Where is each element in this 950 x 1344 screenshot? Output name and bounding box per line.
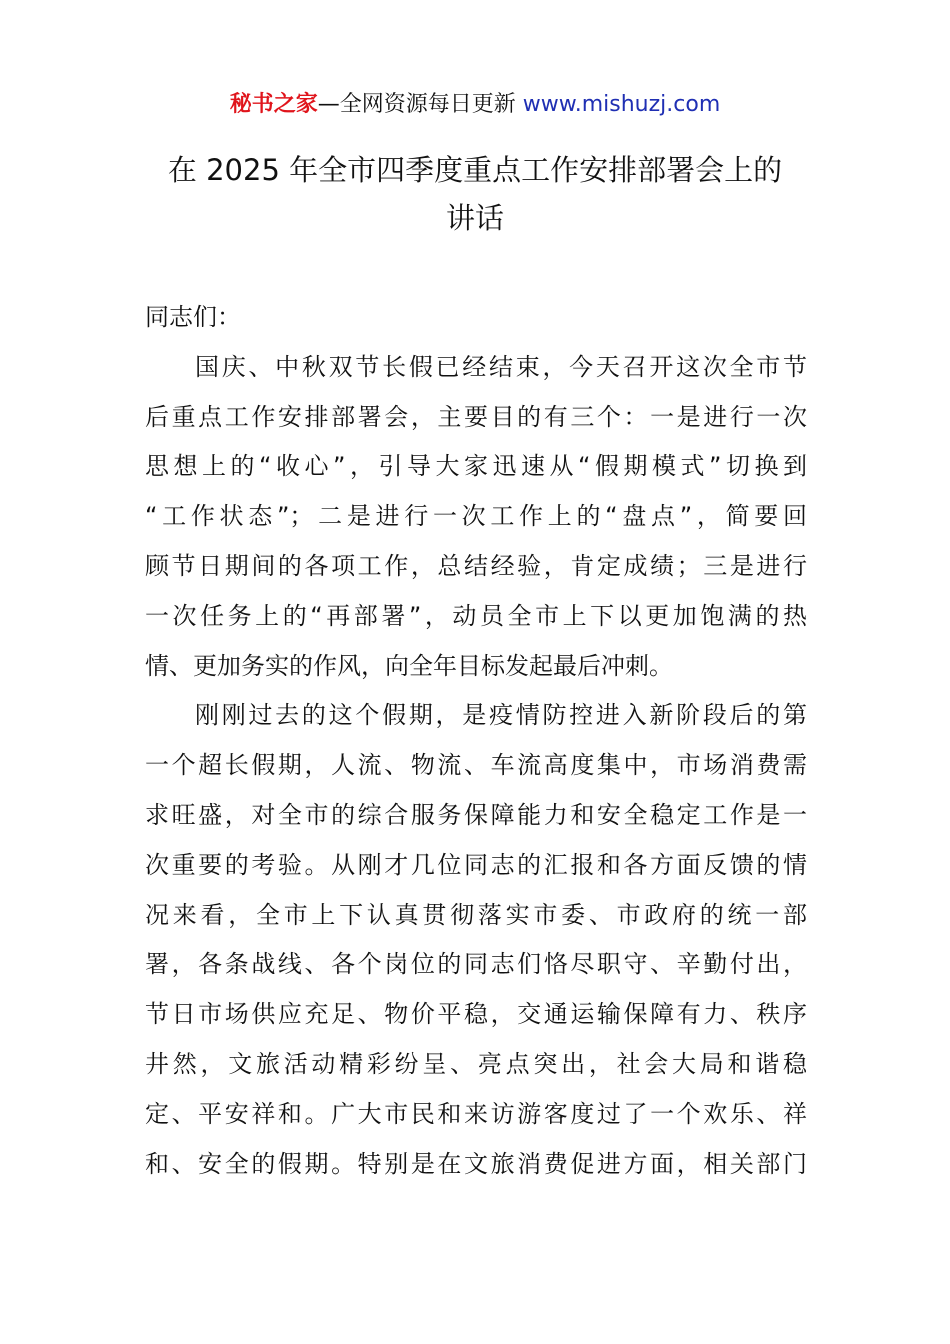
text-line: 一个超长假期，人流、物流、车流高度集中，市场消费需 — [145, 751, 807, 780]
text-line: 况来看，全市上下认真贯彻落实市委、市政府的统一部 — [145, 900, 807, 929]
text-line: 后重点工作安排部署会，主要目的有三个：一是进行一次 — [145, 402, 807, 431]
salutation: 同志们： — [145, 303, 241, 331]
text-line: “工作状态”；二是进行一次工作上的“盘点”，简要回 — [145, 502, 807, 531]
title-line: 讲话 — [445, 201, 504, 235]
site-header — [0, 88, 950, 122]
text-line: 顾节日期间的各项工作，总结经验，肯定成绩；三是进行 — [145, 551, 807, 580]
text-line: 国庆、中秋双节长假已经结束，今天召开这次全市节 — [195, 352, 807, 381]
paragraph — [145, 694, 807, 1192]
brand-name: 秘书之家 — [229, 92, 318, 117]
title-line: 在 2025 年全市四季度重点工作安排部署会上的 — [167, 153, 783, 187]
text-line: 节日市场供应充足、物价平稳，交通运输保障有力、秩序 — [145, 1000, 807, 1029]
document-body — [145, 296, 807, 1192]
text-line: 求旺盛，对全市的综合服务保障能力和安全稳定工作是一 — [145, 800, 807, 829]
text-line: 情、更加务实的作风，向全年目标发起最后冲刺。 — [145, 651, 673, 680]
text-line: 思想上的“收心”，引导大家迅速从“假期模式”切换到 — [145, 452, 807, 481]
document-title — [140, 146, 810, 242]
text-line: 定、平安祥和。广大市民和来访游客度过了一个欢乐、祥 — [145, 1099, 807, 1128]
text-line: 井然，文旅活动精彩纷呈、亮点突出，社会大局和谐稳 — [145, 1049, 807, 1078]
text-line: 次重要的考验。从刚才几位同志的汇报和各方面反馈的情 — [145, 850, 807, 879]
text-line: 和、安全的假期。特别是在文旅消费促进方面，相关部门 — [145, 1149, 807, 1178]
header-tagline: —全网资源每日更新 — [317, 92, 523, 117]
text-line: 一次任务上的“再部署”，动员全市上下以更加饱满的热 — [145, 601, 807, 630]
paragraph — [145, 346, 807, 695]
text-line: 署，各条战线、各个岗位的同志们恪尽职守、辛勤付出， — [145, 950, 807, 979]
site-url-link[interactable]: www.mishuzj.com — [522, 92, 721, 117]
text-line: 刚刚过去的这个假期，是疫情防控进入新阶段后的第 — [195, 701, 807, 730]
